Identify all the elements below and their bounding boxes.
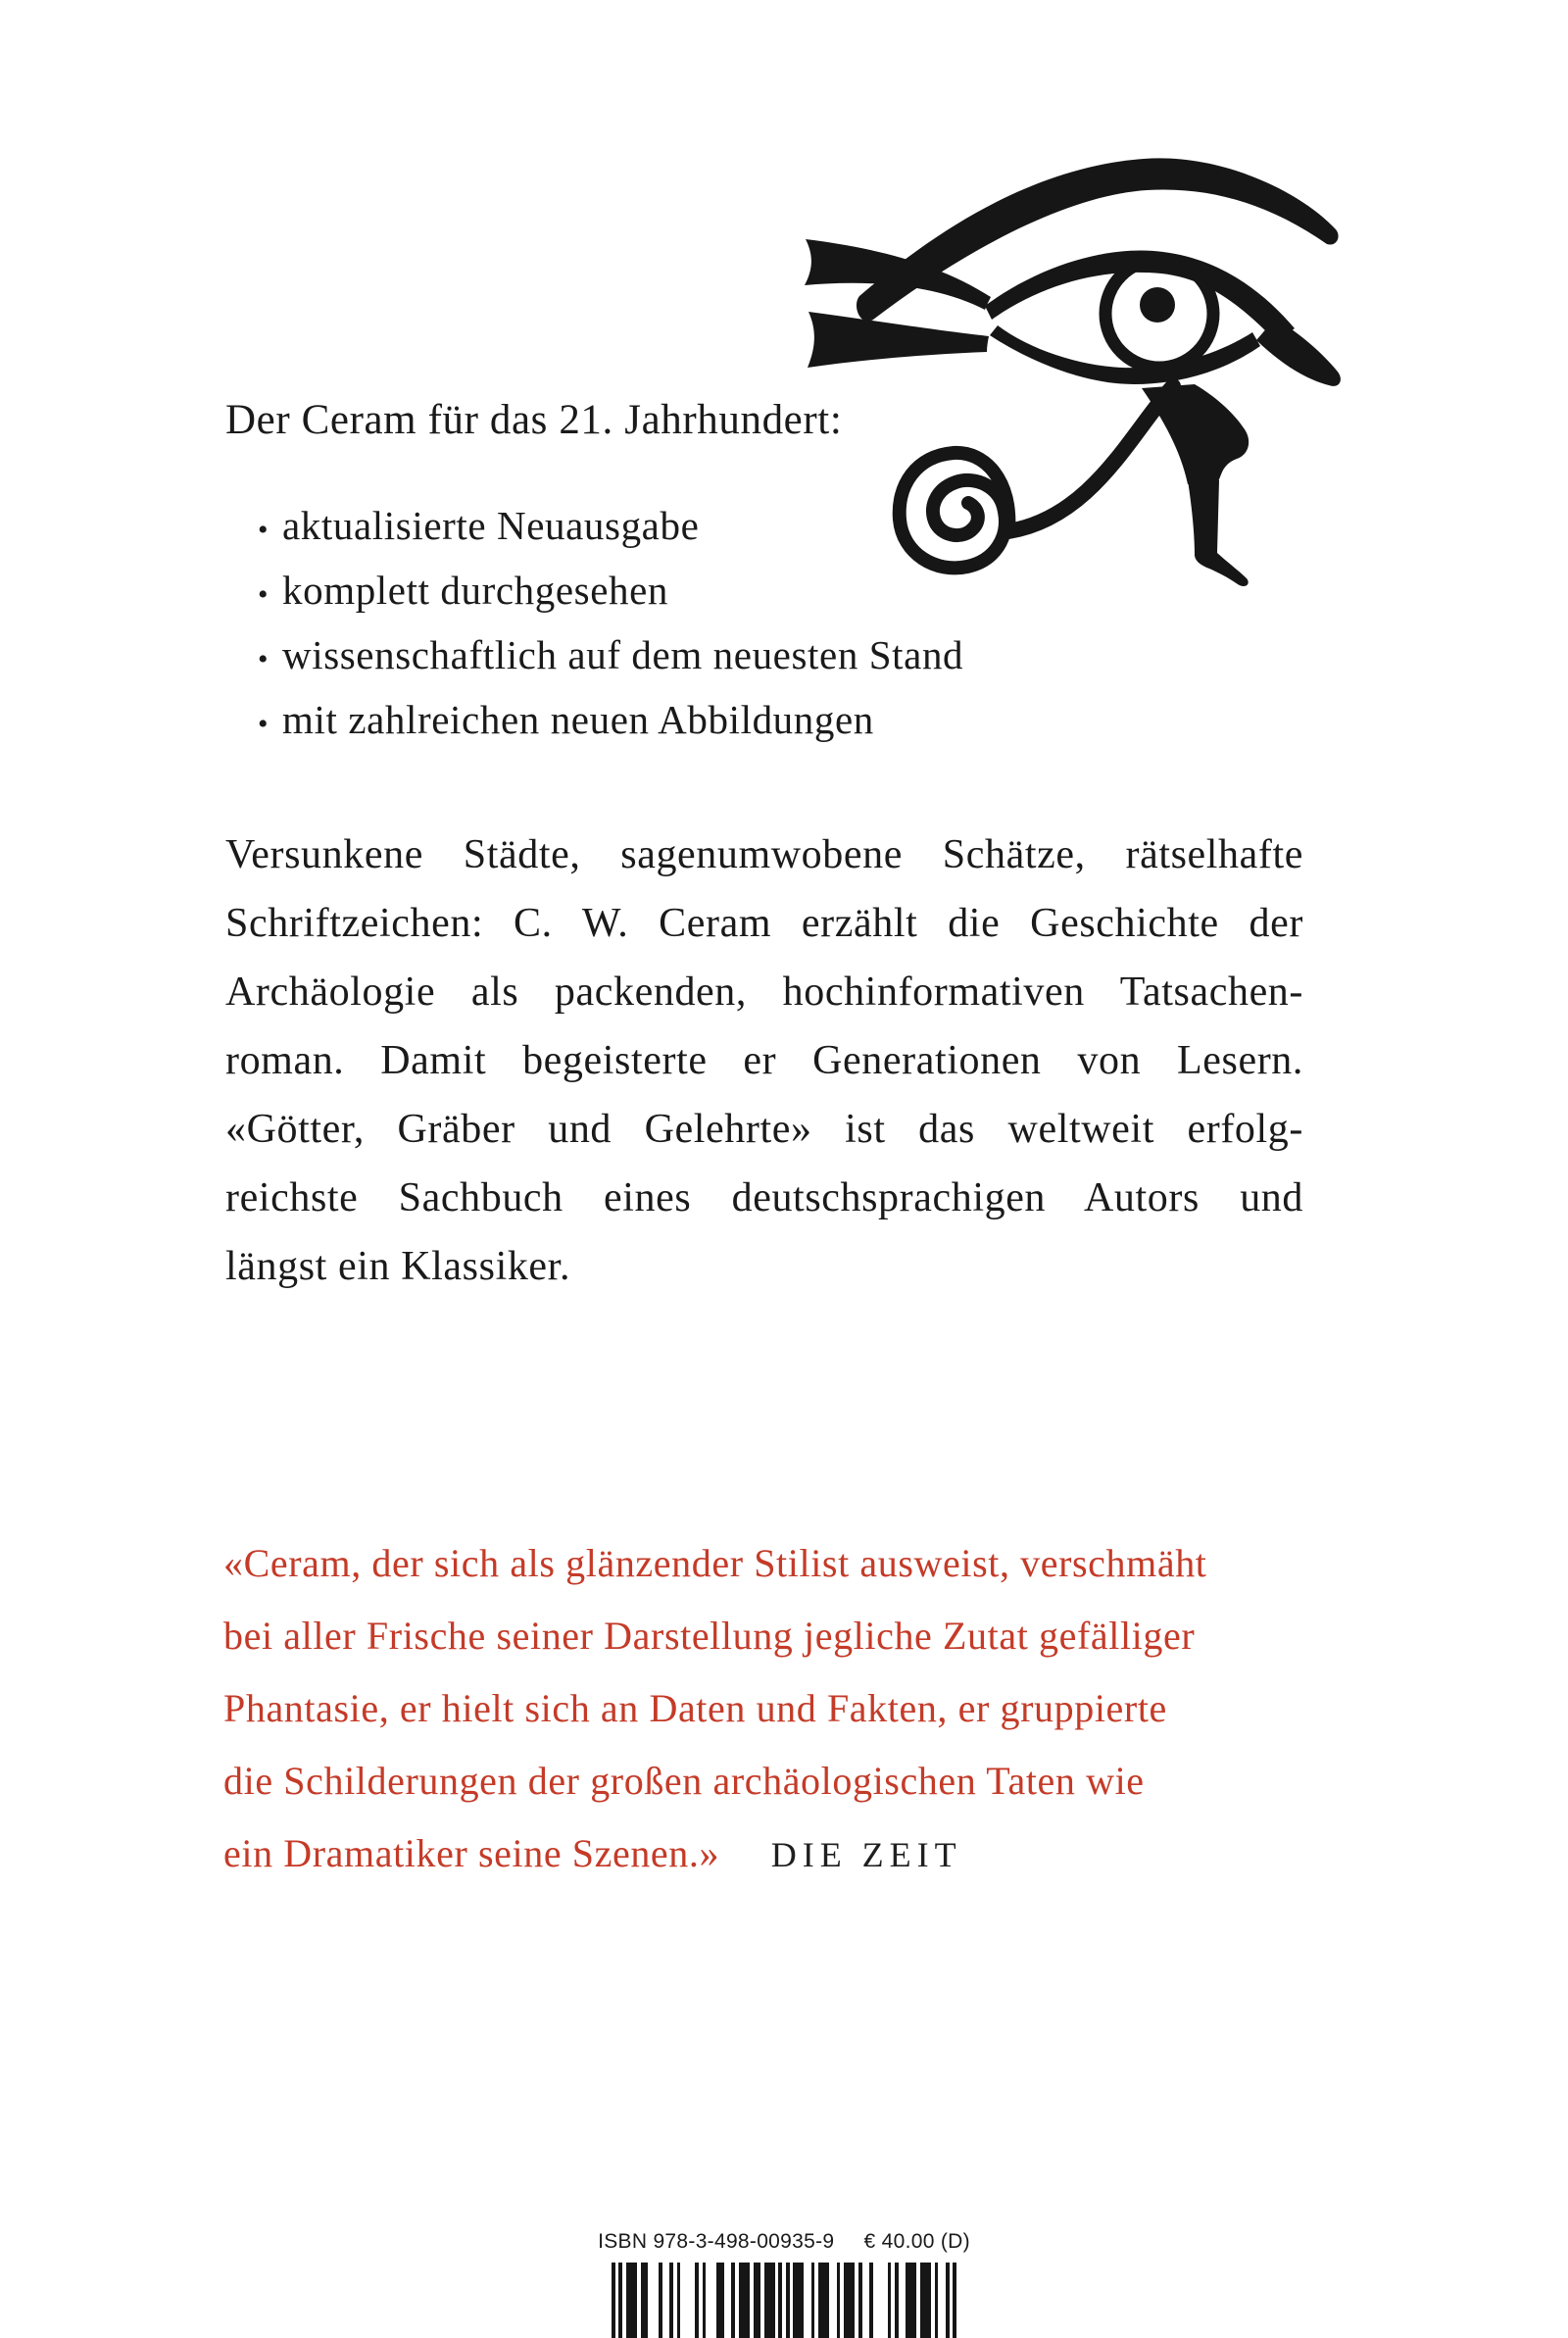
list-item xyxy=(225,622,1107,687)
barcode-bar xyxy=(811,2263,815,2338)
barcode-bar xyxy=(858,2263,862,2338)
barcode-bar xyxy=(778,2263,782,2338)
quote-source: DIE ZEIT xyxy=(770,1835,962,1874)
barcode-bar xyxy=(659,2263,662,2338)
list-item-label: aktualisierte Neuausgabe xyxy=(282,503,700,548)
quote-line: die Schilderungen der großen archäologischen Taten wie xyxy=(223,1759,1145,1803)
page-title: Der Ceram für das 21. Jahrhundert: xyxy=(225,397,843,443)
barcode-bar xyxy=(906,2263,916,2338)
barcode-bar xyxy=(869,2263,873,2338)
list-item xyxy=(225,493,1107,558)
paragraph-line: Archäologie als packenden, hochinformativen Tatsachen- xyxy=(225,970,1303,1015)
isbn-number: ISBN 978-3-498-00935-9 xyxy=(598,2230,835,2253)
barcode-bar xyxy=(888,2263,892,2338)
description-paragraph xyxy=(225,821,1303,1301)
isbn-line xyxy=(539,2227,1029,2257)
paragraph-line: Schriftzeichen: C. W. Ceram erzählt die Geschichte der xyxy=(225,901,1303,946)
barcode-bar xyxy=(920,2263,931,2338)
barcode-bar xyxy=(641,2263,648,2338)
barcode-bar xyxy=(612,2263,615,2338)
paragraph-line: roman. Damit begeisterte er Generationen von Lesern. xyxy=(225,1038,1303,1083)
barcode-bar xyxy=(677,2263,681,2338)
ean13-barcode xyxy=(612,2263,956,2338)
barcode-bar xyxy=(837,2263,841,2338)
list-item xyxy=(225,558,1107,622)
bullet-icon: • xyxy=(258,708,270,740)
press-quote xyxy=(223,1527,1448,1890)
barcode-bar xyxy=(793,2263,804,2338)
bullet-icon: • xyxy=(258,643,270,675)
bullet-icon: • xyxy=(258,514,270,546)
list-item-label: komplett durchgesehen xyxy=(282,568,669,613)
barcode-bar xyxy=(764,2263,775,2338)
isbn-footer xyxy=(539,2227,1029,2338)
paragraph-line: «Götter, Gräber und Gelehrte» ist das weltweit erfolg- xyxy=(225,1107,1303,1152)
quote-line: «Ceram, der sich als glänzender Stilist ausweist, verschmäht xyxy=(223,1541,1207,1585)
barcode-bar xyxy=(739,2263,750,2338)
paragraph-line: längst ein Klassiker. xyxy=(225,1244,571,1289)
barcode-bar xyxy=(935,2263,939,2338)
bullet-icon: • xyxy=(258,578,270,611)
barcode-bar xyxy=(626,2263,637,2338)
price-label: € 40.00 (D) xyxy=(863,2230,970,2253)
barcode-bar xyxy=(946,2263,950,2338)
barcode-bar xyxy=(953,2263,956,2338)
quote-closing: ein Dramatiker seine Szenen.» xyxy=(223,1831,720,1875)
quote-line: bei aller Frische seiner Darstellung jegliche Zutat gefälliger xyxy=(223,1614,1196,1658)
barcode-bar xyxy=(895,2263,899,2338)
quote-line: Phantasie, er hielt sich an Daten und Fakten, er gruppierte xyxy=(223,1686,1167,1730)
barcode-bar xyxy=(786,2263,790,2338)
paragraph-line: reichste Sachbuch eines deutschsprachigen Autors und xyxy=(225,1175,1303,1220)
barcode-bar xyxy=(716,2263,723,2338)
barcode-bar xyxy=(618,2263,622,2338)
barcode-bar xyxy=(703,2263,707,2338)
barcode-bar xyxy=(818,2263,829,2338)
list-item xyxy=(225,687,1107,752)
barcode-bar xyxy=(844,2263,855,2338)
barcode-bar xyxy=(731,2263,735,2338)
barcode-bar xyxy=(754,2263,760,2338)
barcode-bar xyxy=(669,2263,673,2338)
list-item-label: wissenschaftlich auf dem neuesten Stand xyxy=(282,632,964,677)
barcode-bar xyxy=(695,2263,699,2338)
feature-list xyxy=(225,493,1107,752)
paragraph-line: Versunkene Städte, sagenumwobene Schätze, rätselhafte xyxy=(225,832,1303,877)
list-item-label: mit zahlreichen neuen Abbildungen xyxy=(282,697,874,742)
quote-line xyxy=(223,1817,1448,1890)
